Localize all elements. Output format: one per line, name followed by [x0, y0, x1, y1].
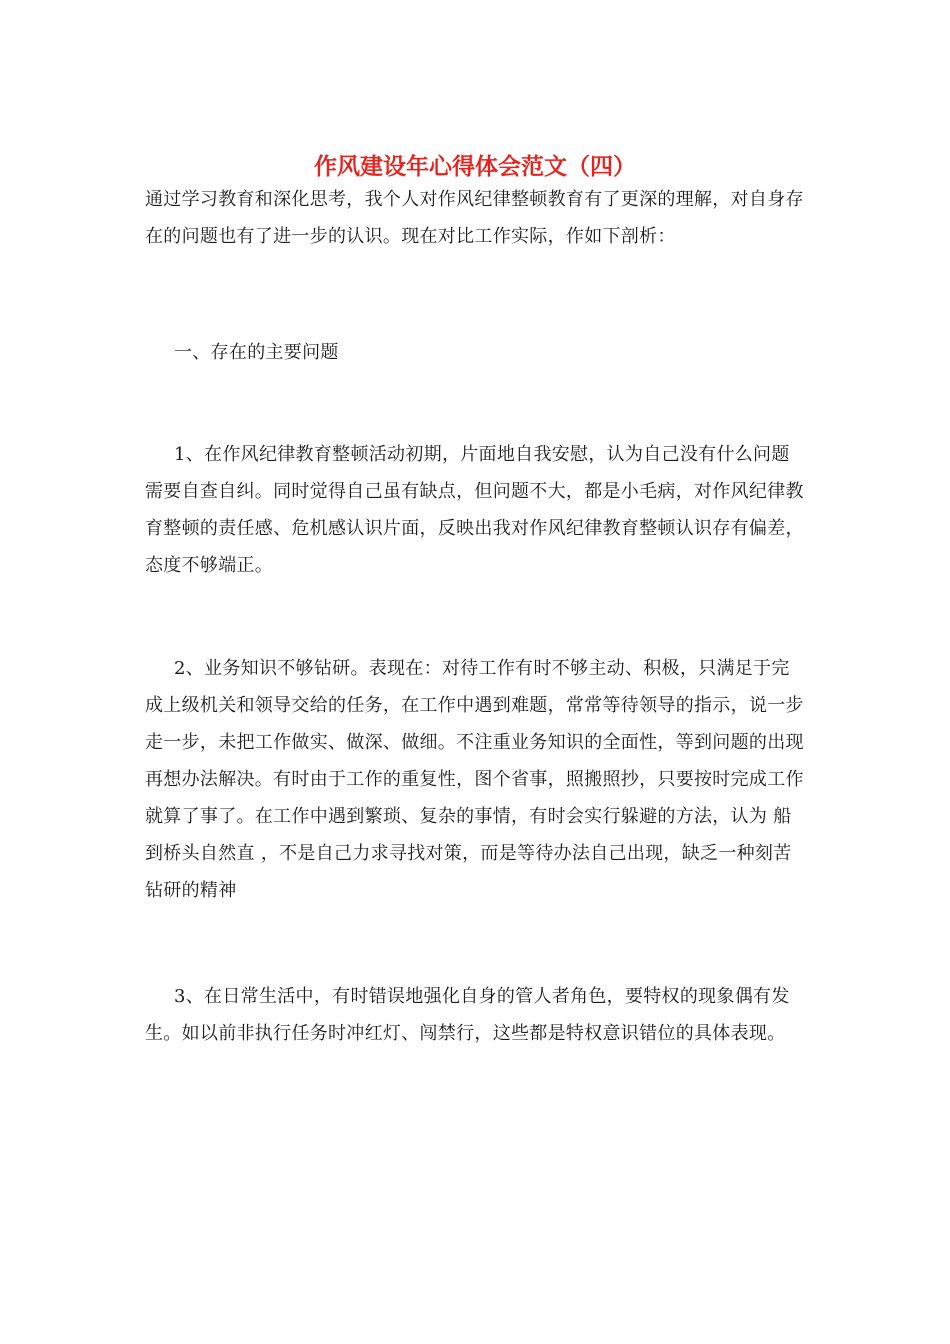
- section-heading: 一、存在的主要问题: [174, 342, 339, 363]
- intro-paragraph: 通过学习教育和深化思考，我个人对作风纪律整顿教育有了更深的理解，对自身存在的问题也有了进一步的认识。现在对比工作实际，作如下剖析：: [145, 189, 804, 247]
- problem-item-1: 1、在作风纪律教育整顿活动初期，片面地自我安慰，认为自己没有什么问题需要自查自纠。同时觉得自己虽有缺点，但问题不大，都是小毛病，对作风纪律教育整顿的责任感、危机感认识片面，反映出我对作风纪律教育整顿认识存有偏差，态度不够端正。: [145, 444, 804, 576]
- document-title: 作风建设年心得体会范文（四）: [314, 153, 636, 180]
- problem-item-3: 3、在日常生活中，有时错误地强化自身的管人者角色，要特权的现象偶有发生。如以前非执行任务时冲红灯、闯禁行，这些都是特权意识错位的具体表现。: [145, 986, 790, 1044]
- problem-item-2: 2、业务知识不够钻研。表现在：对待工作有时不够主动、积极，只满足于完成上级机关和领导交给的任务，在工作中遇到难题，常常等待领导的指示，说一步走一步，未把工作做实、做深、做细。不注重业务知识的全面性，等到问题的出现再想办法解决。有时由于工作的重复性，图个省事，照搬照抄，只要按时完成工作就算了事了。在工作中遇到繁琐、复杂的事情，有时会实行躲避的方法，认为 船到桥头自然直 ，不是自己力求寻找对策，而是等待办法自己出现，缺乏一种刻苦钻研的精神: [145, 658, 804, 901]
